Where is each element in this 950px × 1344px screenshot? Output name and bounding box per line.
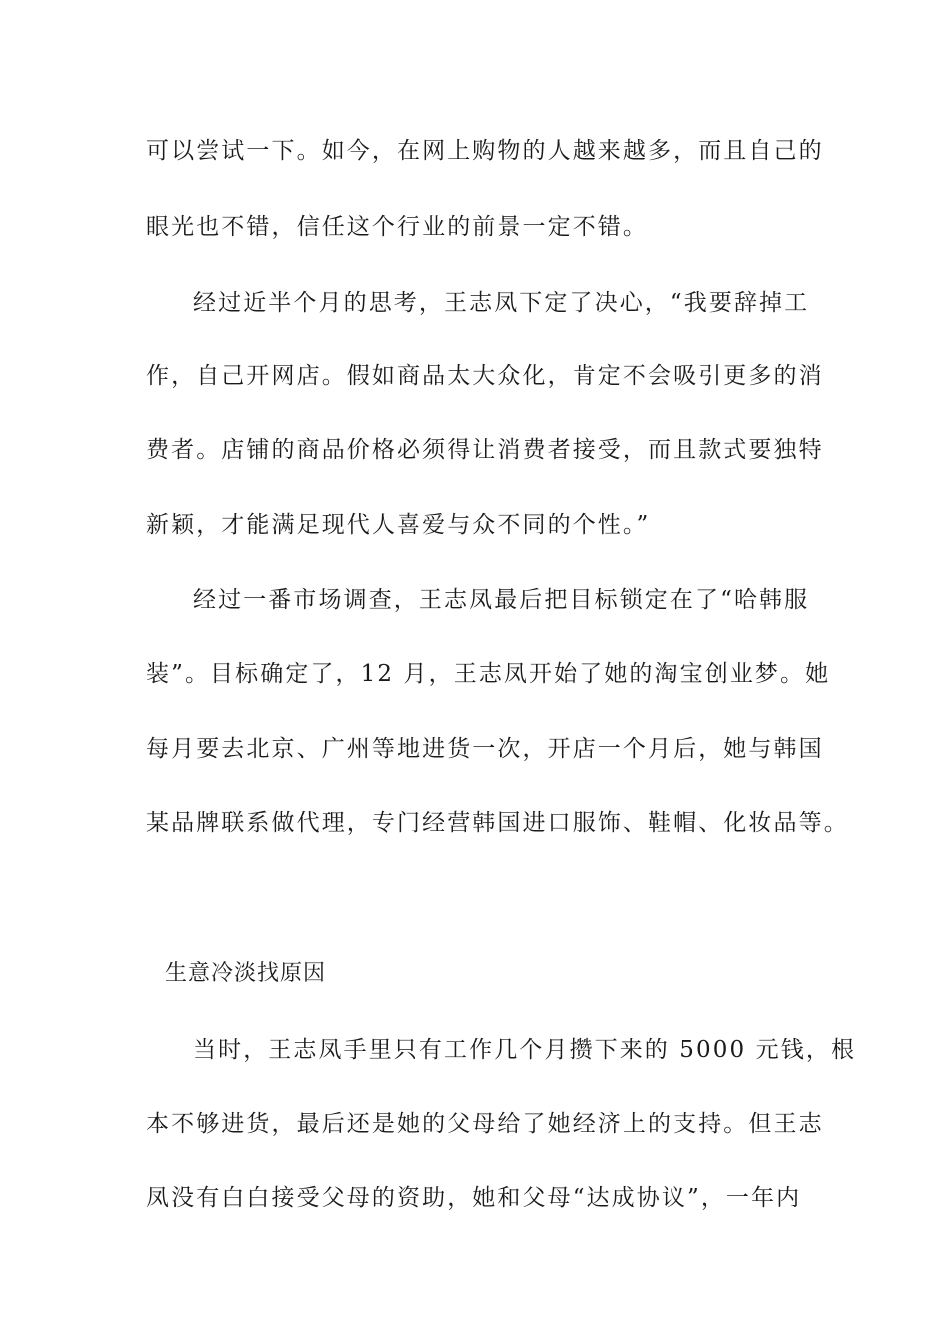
paragraph-first-line: 经过近半个月的思考，王志凤下定了决心，“我要辞掉工 bbox=[193, 290, 810, 316]
text-line: 可以尝试一下。如今，在网上购物的人越来越多，而且自己的 bbox=[146, 138, 824, 164]
text-line: 费者。店铺的商品价格必须得让消费者接受，而且款式要独特 bbox=[146, 437, 824, 463]
paragraph-first-line: 经过一番市场调查，王志凤最后把目标锁定在了“哈韩服 bbox=[193, 587, 810, 613]
text-line: 每月要去北京、广州等地进货一次，开店一个月后，她与韩国 bbox=[146, 736, 824, 762]
section-heading: 生意冷淡找原因 bbox=[165, 961, 327, 986]
text-line: 新颖，才能满足现代人喜爱与众不同的个性。” bbox=[146, 512, 651, 538]
text-line: 眼光也不错，信任这个行业的前景一定不错。 bbox=[146, 214, 648, 240]
text-line: 作，自己开网店。假如商品太大众化，肯定不会吸引更多的消 bbox=[146, 363, 824, 389]
text-line: 装”。目标确定了，12 月，王志凤开始了她的淘宝创业梦。她 bbox=[146, 661, 831, 687]
text-line: 本不够进货，最后还是她的父母给了她经济上的支持。但王志 bbox=[146, 1111, 824, 1137]
text-line: 凤没有白白接受父母的资助，她和父母“达成协议”，一年内 bbox=[146, 1185, 802, 1211]
text-line: 某品牌联系做代理，专门经营韩国进口服饰、鞋帽、化妆品等。 bbox=[146, 810, 849, 836]
paragraph-first-line: 当时，王志凤手里只有工作几个月攒下来的 5000 元钱，根 bbox=[193, 1037, 857, 1063]
